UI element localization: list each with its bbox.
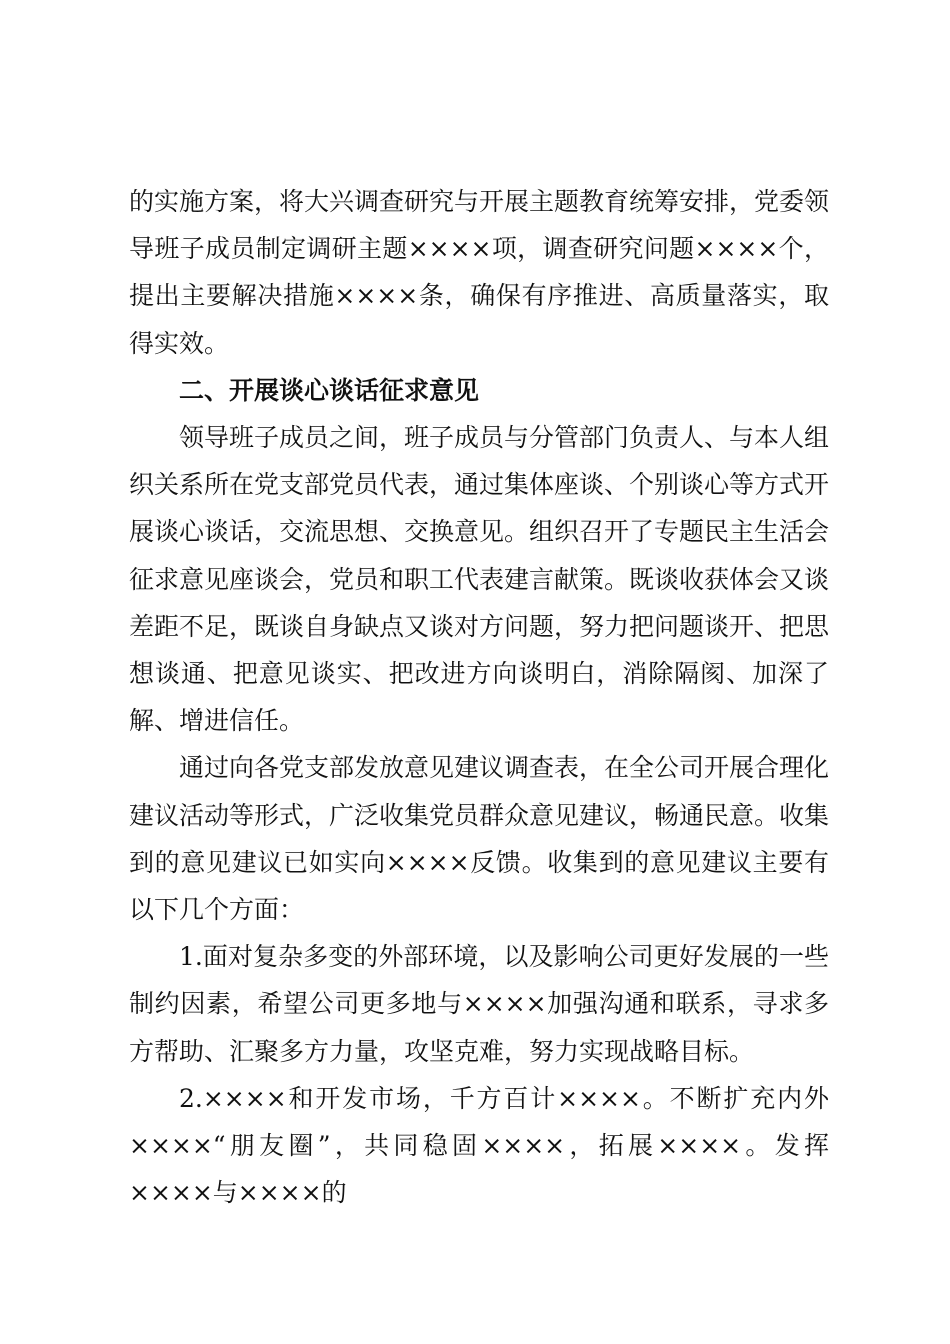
paragraph-item-1: 1.面对复杂多变的外部环境，以及影响公司更好发展的一些制约因素，希望公司更多地与××××加强沟通和联系，寻求多方帮助、汇聚多方力量，攻坚克难，努力实现战略目标。 <box>129 942 829 1066</box>
paragraph-talks: 领导班子成员之间，班子成员与分管部门负责人、与本人组织关系所在党支部党员代表，通过集体座谈、个别谈心等方式开展谈心谈话，交流思想、交换意见。组织召开了专题民主生活会征求意见座谈会，党员和职工代表建言献策。既谈收获体会又谈差距不足，既谈自身缺点又谈对方问题，努力把问题谈开、把思想谈通、把意见谈实、把改进方向谈明白，消除隔阂、加深了解、增进信任。 <box>129 423 830 736</box>
paragraph-item-2: 2.××××和开发市场，千方百计××××。不断扩充内外××××“朋友圈”，共同稳固××××，拓展××××。发挥××××与××××的 <box>129 1083 829 1208</box>
paragraph-continuation: 的实施方案，将大兴调查研究与开展主题教育统筹安排，党委领导班子成员制定调研主题××××项，调查研究问题××××个，提出主要解决措施××××条，确保有序推进、高质量落实，取得实效。 <box>129 187 830 358</box>
section-heading: 二、开展谈心谈话征求意见 <box>179 375 480 405</box>
document-body <box>129 178 829 1216</box>
paragraph-survey: 通过向各党支部发放意见建议调查表，在全公司开展合理化建议活动等形式，广泛收集党员群众意见建议，畅通民意。收集到的意见建议已如实向××××反馈。收集到的意见建议主要有以下几个方面： <box>129 753 830 925</box>
